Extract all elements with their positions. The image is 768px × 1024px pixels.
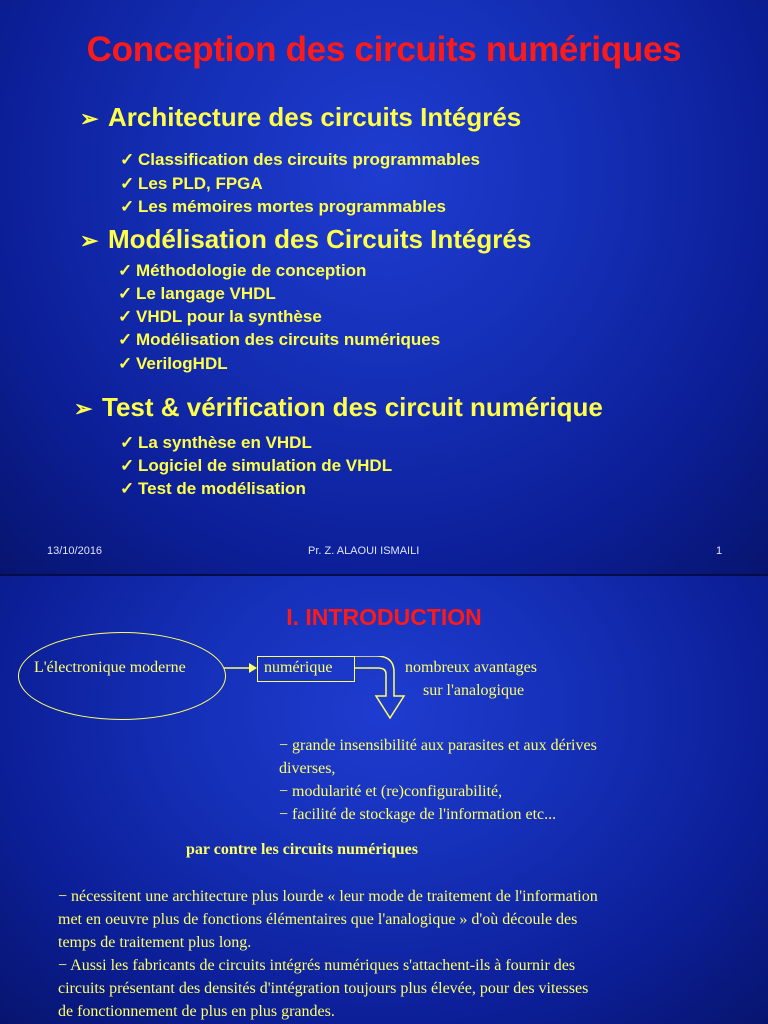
checkmark-icon: ✓: [120, 197, 135, 216]
arrow-bullet-icon: ➢: [74, 396, 93, 421]
list-item: ✓ Classification des circuits programmables: [120, 150, 481, 169]
contrast-heading: par contre les circuits numériques: [186, 841, 418, 858]
list-item: ✓ Modélisation des circuits numériques: [118, 330, 441, 349]
numerique-label: numérique: [264, 659, 333, 676]
section-heading-modelisation: ➢ Modélisation des Circuits Intégrés: [80, 224, 532, 254]
slide-1-title: Conception des circuits numériques: [86, 30, 682, 69]
section-heading-test: ➢ Test & vérification des circuit numérique: [74, 392, 603, 422]
arrow-bullet-icon: ➢: [80, 106, 99, 131]
advantage-line: − modularité et (re)configurabilité,: [279, 783, 503, 800]
right-arrow-icon: [224, 660, 258, 676]
checkmark-icon: ✓: [118, 354, 133, 373]
list-item: ✓ VHDL pour la synthèse: [118, 307, 322, 326]
checkmark-icon: ✓: [118, 307, 133, 326]
advantage-line: − grande insensibilité aux parasites et aux dérives: [279, 737, 597, 754]
footer-author: Pr. Z. ALAOUI ISMAILI: [308, 545, 420, 557]
drawback-line: − Aussi les fabricants de circuits intégrés numériques s'attachent-ils à fournir des: [58, 957, 576, 974]
ellipse-label: L'électronique moderne: [34, 659, 186, 676]
checkmark-icon: ✓: [120, 150, 135, 169]
drawback-line: − nécessitent une architecture plus lourde « leur mode de traitement de l'information: [58, 888, 598, 905]
checkmark-icon: ✓: [120, 479, 135, 498]
checkmark-icon: ✓: [118, 261, 133, 280]
list-item: ✓ Les mémoires mortes programmables: [120, 197, 447, 216]
advantages-label-line1: nombreux avantages: [405, 659, 537, 676]
drawback-line: temps de traitement plus long.: [58, 934, 252, 951]
list-item: ✓ Les PLD, FPGA: [120, 174, 263, 193]
list-item: ✓ Test de modélisation: [120, 479, 306, 498]
list-item: ✓ VerilogHDL: [118, 354, 228, 373]
drawback-line: de fonctionnement de plus en plus grandes.: [58, 1003, 335, 1020]
list-item: ✓ Logiciel de simulation de VHDL: [120, 456, 393, 475]
arrow-bullet-icon: ➢: [80, 228, 99, 253]
list-item: ✓ La synthèse en VHDL: [120, 433, 312, 452]
advantages-label-line2: sur l'analogique: [423, 682, 525, 699]
advantage-line: diverses,: [279, 760, 336, 777]
checkmark-icon: ✓: [118, 330, 133, 349]
advantage-line: − facilité de stockage de l'information etc...: [279, 806, 557, 823]
checkmark-icon: ✓: [120, 456, 135, 475]
slide-2-title: I. INTRODUCTION: [286, 604, 482, 630]
checkmark-icon: ✓: [120, 174, 135, 193]
list-item: ✓ Le langage VHDL: [118, 284, 276, 303]
slide-2: [0, 576, 768, 1024]
checkmark-icon: ✓: [120, 433, 135, 452]
checkmark-icon: ✓: [118, 284, 133, 303]
footer-page-number: 1: [716, 545, 723, 557]
section-heading-architecture: ➢ Architecture des circuits Intégrés: [80, 102, 522, 132]
drawback-line: circuits présentant des densités d'intégration toujours plus élevée, pour des vitesses: [58, 980, 589, 997]
footer-date: 13/10/2016: [47, 545, 103, 557]
drawback-line: met en oeuvre plus de fonctions élémentaires que l'analogique » d'où découle des: [58, 911, 578, 928]
curved-down-arrow-icon: [354, 656, 410, 720]
list-item: ✓ Méthodologie de conception: [118, 261, 367, 280]
